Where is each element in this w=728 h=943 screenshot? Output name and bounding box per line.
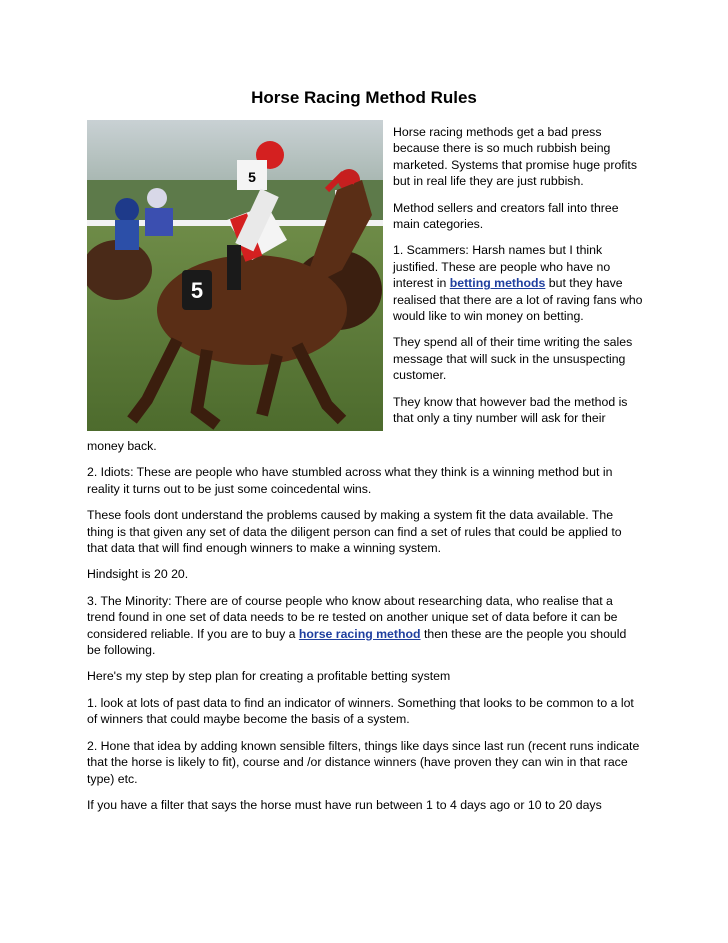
paragraph-scammers (393, 242, 643, 324)
paragraph-sales-message: They spend all of their time writing the sales message that will suck in the unsuspecting customer. (393, 335, 633, 383)
horse-racing-method-link[interactable]: horse racing method (298, 626, 421, 641)
minority-text-start: 3. The Minority: There are of course people who know about researching data, who realise that a trend found in one set of data needs to be re tested on another unique set of data before it can be considered reliable. If you are to buy a (87, 593, 618, 641)
body-text (87, 438, 642, 823)
paragraph-plan-intro: Here's my step by step plan for creating a profitable betting system (87, 669, 451, 684)
paragraph-minority (87, 593, 642, 659)
paragraph-step-1: 1. look at lots of past data to find an indicator of winners. Something that looks to be common to a lot of winners that could maybe become the basis of a system. (87, 695, 634, 727)
horse-racing-photo (87, 120, 383, 431)
minority-text-end: then these are the people you should be following. (87, 626, 627, 658)
scammers-text-start: 1. Scammers: Harsh names but I think justified. These are people who have no interest in (393, 243, 611, 291)
paragraph-fools: These fools dont understand the problems caused by making a system fit the data available. The thing is that given any set of data the diligent person can find a set of rules that could be applied to that data that will find enough winners to make a winning system. (87, 508, 622, 556)
jockey-number: 5 (248, 169, 256, 185)
paragraph-method-bad-end: money back. (87, 439, 157, 453)
paragraph-idiots: 2. Idiots: These are people who have stumbled across what they think is a winning method but in reality it turns out to be just some coincedental wins. (87, 465, 613, 496)
horse-racing-illustration (87, 120, 383, 431)
wrapped-text-column (393, 124, 643, 427)
scammers-text-end: but they have realised that there are a lot of raving fans who would like to win money on betting. (393, 276, 643, 324)
paragraph-filter: If you have a filter that says the horse must have run between 1 to 4 days ago or 10 to 20 days (87, 797, 602, 812)
betting-methods-link[interactable]: betting methods (449, 276, 546, 291)
paragraph-method-bad-start: They know that however bad the method is that only a tiny number will ask for their (393, 394, 628, 426)
paragraph-hindsight: Hindsight is 20 20. (87, 567, 189, 582)
paragraph-step-2: 2. Hone that idea by adding known sensible filters, things like days since last run (recent runs indicate that the horse is likely to fit), course and /or distance winners (have proven they can win in that race type) etc. (87, 738, 640, 786)
saddle-cloth-number: 5 (190, 278, 204, 303)
page-title: Horse Racing Method Rules (251, 88, 477, 107)
paragraph-categories: Method sellers and creators fall into three main categories. (393, 200, 619, 232)
paragraph-bad-press: Horse racing methods get a bad press because there is so much rubbish being marketed. Systems that promise huge profits but in real life they are just rubbish. (393, 125, 637, 189)
